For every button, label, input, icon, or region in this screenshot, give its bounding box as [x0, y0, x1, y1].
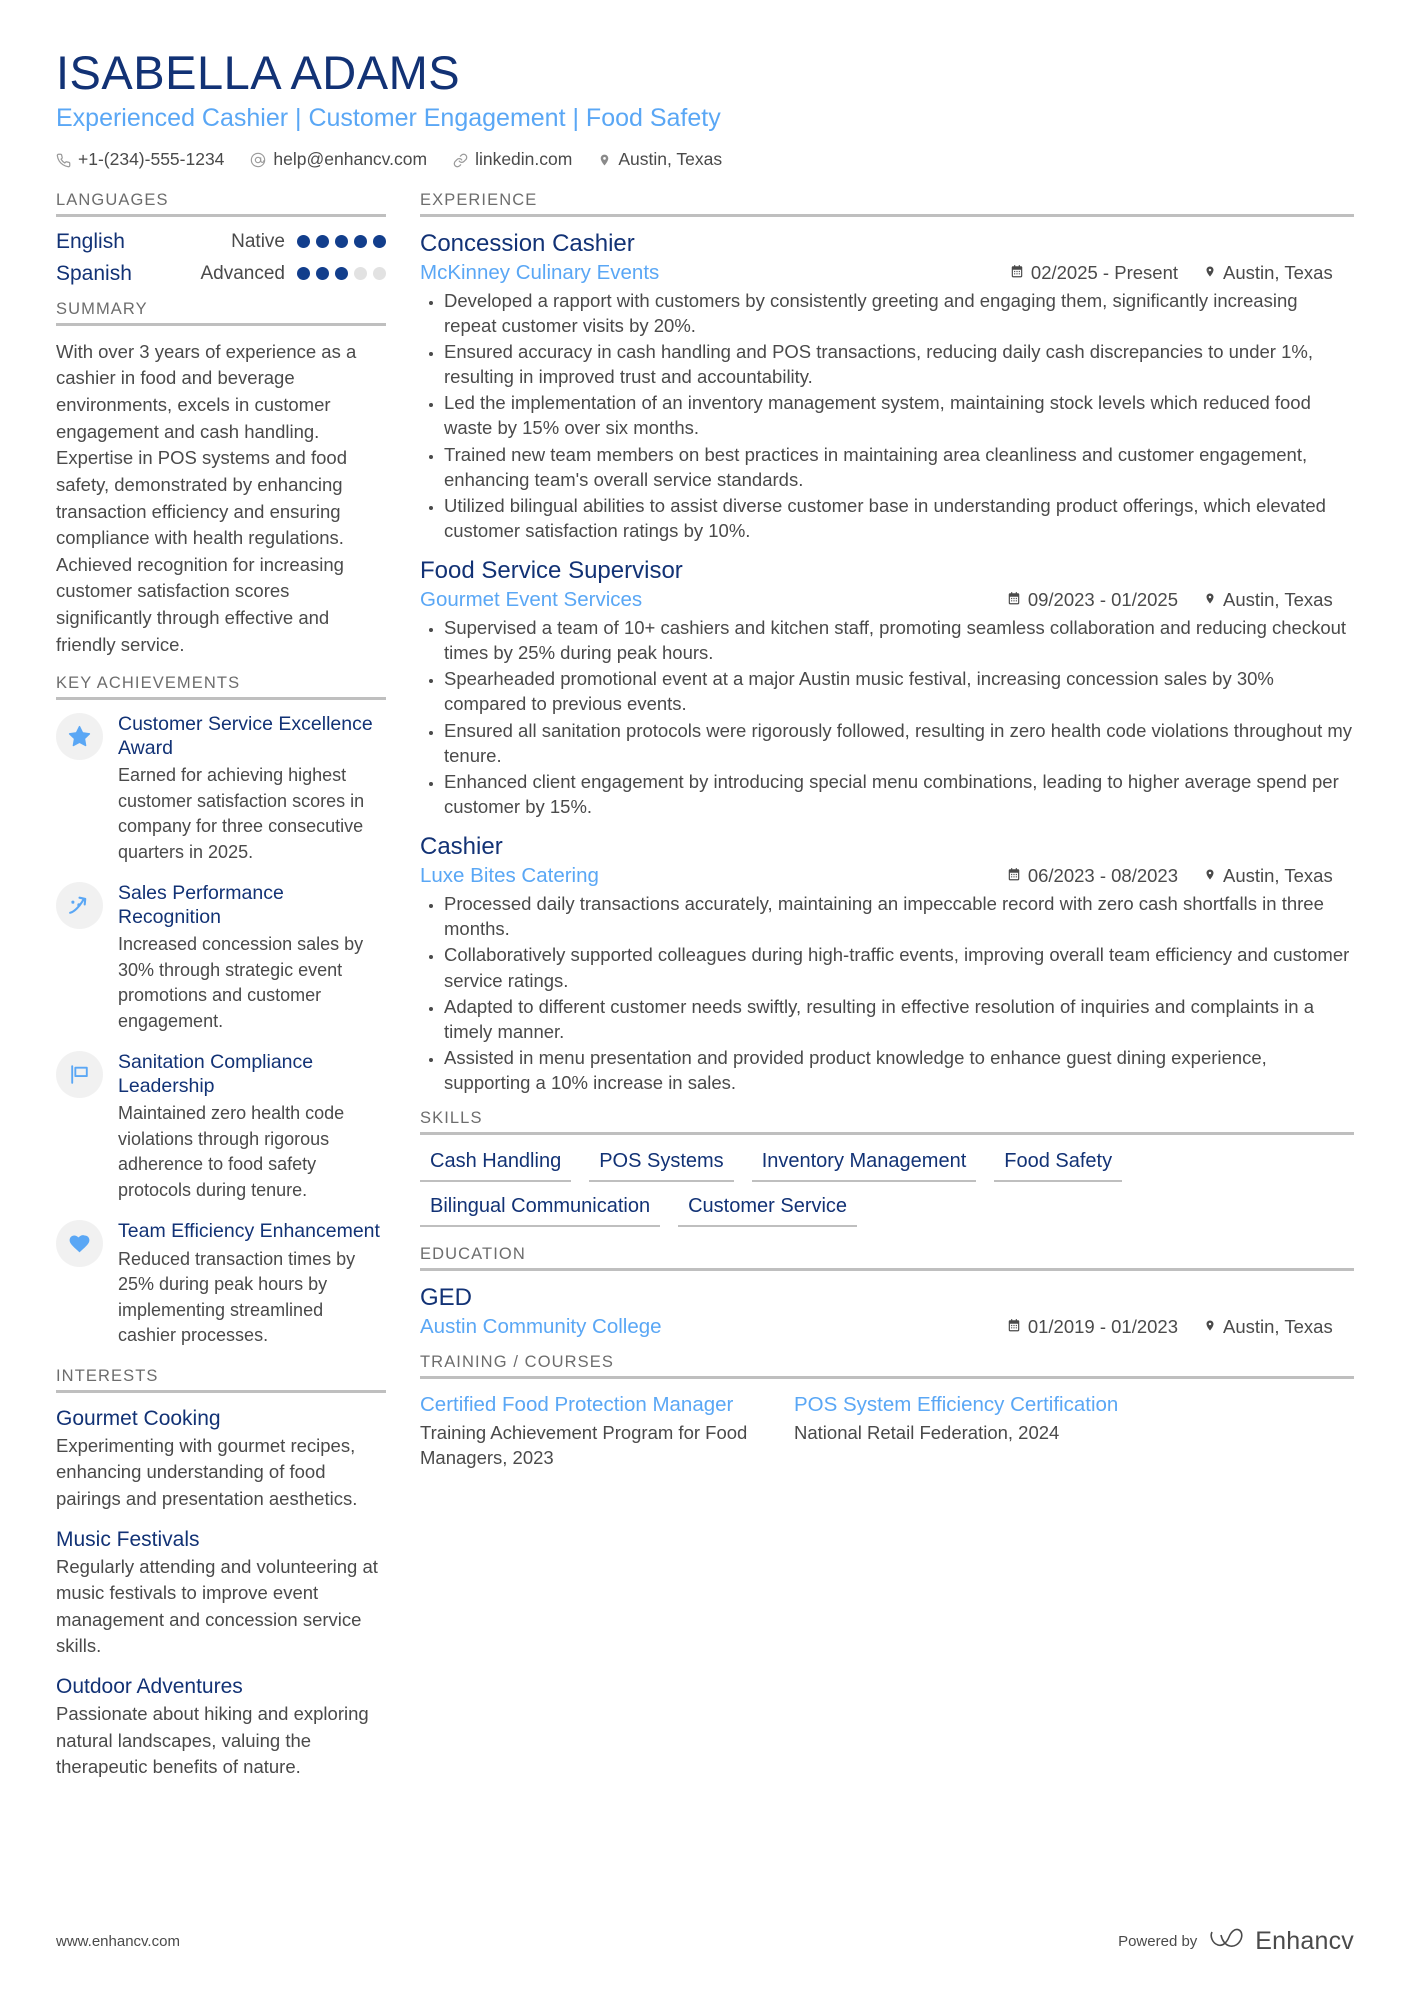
section-rule [56, 214, 386, 217]
section-interests [56, 1367, 386, 1780]
achievement-title: Sanitation Compliance Leadership [118, 1051, 314, 1097]
calendar-icon [1010, 262, 1024, 284]
section-training [420, 1353, 1354, 1471]
experience-meta [420, 864, 1354, 888]
training-list [420, 1392, 1354, 1471]
skill-chip: POS Systems [589, 1148, 733, 1182]
bullet-item: • Adapted to different customer needs swiftly, resulting in effective resolution of inquiries and complaints in a timely manner. [444, 994, 1354, 1044]
bullet-item: • Processed daily transactions accurately, maintaining an impeccable record with zero cash shortfalls in three months. [444, 891, 1354, 941]
email-icon [250, 152, 266, 168]
experience-location [1204, 589, 1354, 611]
experience-company: Luxe Bites Catering [420, 864, 599, 888]
bullet-item: • Ensured all sanitation protocols were rigorously followed, resulting in zero health code violations throughout my tenure. [444, 718, 1354, 768]
contact-linkedin-text: linkedin.com [475, 149, 573, 170]
bullet-item: • Supervised a team of 10+ cashiers and kitchen staff, promoting seamless collaboration and reducing checkout times by 25% during peak hours. [444, 615, 1354, 665]
experience-date [1007, 865, 1178, 887]
rating-dot [316, 267, 329, 280]
bullet-item: • Assisted in menu presentation and provided product knowledge to enhance guest dining experience, supporting a 10% increase in sales. [444, 1045, 1354, 1095]
phone-icon [56, 153, 71, 168]
achievement-item [56, 882, 386, 1034]
calendar-icon [1007, 865, 1021, 887]
calendar-icon [1007, 589, 1021, 611]
section-rule [420, 214, 1354, 217]
section-title-interests: INTERESTS [56, 1366, 159, 1385]
star-icon [56, 713, 103, 760]
training-item [420, 1392, 760, 1471]
section-rule [420, 1376, 1354, 1379]
section-rule [420, 1268, 1354, 1271]
footer-url[interactable]: www.enhancv.com [56, 1933, 180, 1950]
experience-bullets [420, 615, 1354, 819]
experience-location [1204, 262, 1354, 284]
rating-dot [373, 235, 386, 248]
skill-chip: Customer Service [678, 1193, 857, 1227]
education-school: Austin Community College [420, 1315, 662, 1339]
section-languages [56, 191, 386, 286]
interest-title: Music Festivals [56, 1527, 200, 1551]
location-icon [598, 152, 611, 168]
trending-up-icon [56, 882, 103, 929]
interest-description: Passionate about hiking and exploring natural landscapes, valuing the therapeutic benefits of nature. [56, 1703, 369, 1777]
education-item [420, 1284, 1354, 1339]
bullet-item: • Utilized bilingual abilities to assist diverse customer base in understanding product offerings, which elevated customer satisfaction ratings by 10%. [444, 493, 1354, 543]
rating-dot [297, 235, 310, 248]
calendar-icon [1007, 1316, 1021, 1338]
language-name: English [56, 229, 125, 253]
experience-date-text: 02/2025 - Present [1030, 261, 1178, 283]
experience-bullets [420, 288, 1354, 544]
page-title: ISABELLA ADAMS [56, 46, 461, 99]
contact-phone-text: +1-(234)-555-1234 [78, 149, 225, 170]
location-icon [1204, 865, 1216, 887]
enhancv-logo-icon [1209, 1926, 1243, 1957]
achievement-description: Reduced transaction times by 25% during peak hours by implementing streamlined cashier processes. [118, 1248, 356, 1346]
section-title-languages: LANGUAGES [56, 190, 169, 209]
rating-dot [316, 235, 329, 248]
section-title-key-achievements: KEY ACHIEVEMENTS [56, 674, 241, 693]
contact-location-text: Austin, Texas [618, 149, 723, 170]
experience-company: McKinney Culinary Events [420, 260, 660, 284]
experience-date [1007, 589, 1178, 611]
bullet-item: • Led the implementation of an inventory management system, maintaining stock levels which reduced food waste by 15% over six months. [444, 390, 1354, 440]
interest-title: Gourmet Cooking [56, 1406, 221, 1430]
achievement-title: Sales Performance Recognition [118, 882, 284, 928]
experience-location-text: Austin, Texas [1223, 261, 1333, 283]
experience-item [420, 833, 1354, 1095]
contact-email-text: help@enhancv.com [273, 149, 428, 170]
contact-email[interactable] [250, 151, 427, 169]
training-item [794, 1392, 1134, 1471]
rating-dot [335, 235, 348, 248]
education-meta [420, 1315, 1354, 1339]
sidebar [56, 191, 386, 1795]
skill-chip: Cash Handling [420, 1148, 571, 1182]
rating-dot [335, 267, 348, 280]
language-rating-dots [297, 235, 386, 248]
location-icon [1204, 262, 1216, 284]
language-item [56, 230, 386, 254]
heart-icon [56, 1220, 103, 1267]
section-title-experience: EXPERIENCE [420, 190, 538, 209]
section-summary [56, 300, 386, 659]
contact-row [56, 151, 1354, 169]
language-list [56, 230, 386, 286]
section-title-education: EDUCATION [420, 1245, 526, 1264]
skill-chip: Bilingual Communication [420, 1193, 660, 1227]
experience-role: Food Service Supervisor [420, 557, 683, 585]
interest-item [56, 1406, 386, 1512]
training-title: Certified Food Protection Manager [420, 1393, 734, 1417]
page-footer [56, 1926, 1354, 1957]
education-date-text: 01/2019 - 01/2023 [1027, 1316, 1178, 1338]
language-rating-dots [297, 267, 386, 280]
section-rule [56, 697, 386, 700]
training-title: POS System Efficiency Certification [794, 1393, 1119, 1417]
experience-company: Gourmet Event Services [420, 588, 643, 611]
experience-meta [420, 588, 1354, 612]
link-icon [453, 153, 468, 168]
experience-item [420, 557, 1354, 819]
rating-dot [373, 267, 386, 280]
interest-item [56, 1674, 386, 1780]
section-experience [420, 191, 1354, 1095]
section-rule [420, 1132, 1354, 1135]
experience-location-text: Austin, Texas [1223, 865, 1333, 887]
education-location-text: Austin, Texas [1223, 1316, 1333, 1338]
education-location [1204, 1316, 1354, 1338]
achievement-description: Maintained zero health code violations through rigorous adherence to food safety protocols during tenure. [118, 1103, 345, 1200]
experience-meta [420, 261, 1354, 285]
section-rule [56, 1390, 386, 1393]
resume-header [56, 48, 1354, 169]
language-item [56, 262, 386, 286]
achievement-title: Team Efficiency Enhancement [118, 1220, 380, 1243]
contact-phone[interactable] [56, 151, 224, 169]
professional-headline: Experienced Cashier | Customer Engagement | Food Safety [56, 104, 721, 133]
experience-bullets [420, 891, 1354, 1095]
language-name: Spanish [56, 261, 132, 285]
achievement-item [56, 713, 386, 865]
interest-item [56, 1527, 386, 1659]
education-date [1007, 1316, 1178, 1338]
bullet-item: • Spearheaded promotional event at a major Austin music festival, increasing concession sales by 30% compared to previous events. [444, 666, 1354, 716]
bullet-item: • Collaboratively supported colleagues during high-traffic events, improving overall team efficiency and customer service ratings. [444, 942, 1354, 992]
section-rule [56, 323, 386, 326]
rating-dot [354, 267, 367, 280]
experience-location [1204, 865, 1354, 887]
section-education [420, 1245, 1354, 1339]
experience-date-text: 06/2023 - 08/2023 [1027, 865, 1178, 887]
section-key-achievements [56, 674, 386, 1348]
bullet-item: • Developed a rapport with customers by consistently greeting and engaging them, significantly increasing repeat customer visits by 20%. [444, 288, 1354, 338]
skills-list [420, 1148, 1354, 1227]
achievement-item [56, 1051, 386, 1203]
experience-role: Cashier [420, 833, 503, 861]
achievement-description: Earned for achieving highest customer satisfaction scores in company for three consecutive quarters in 2025. [118, 765, 365, 862]
rating-dot [354, 235, 367, 248]
achievement-description: Increased concession sales by 30% through strategic event promotions and customer engagement. [118, 934, 364, 1031]
skill-chip: Inventory Management [752, 1148, 977, 1182]
experience-location-text: Austin, Texas [1223, 589, 1333, 610]
experience-date-text: 09/2023 - 01/2025 [1027, 589, 1178, 610]
bullet-item: • Trained new team members on best practices in maintaining area cleanliness and customer engagement, enhancing team's overall service standards. [444, 442, 1354, 492]
location-icon [1204, 589, 1216, 611]
interest-description: Regularly attending and volunteering at music festivals to improve event management and concession service skills. [56, 1556, 378, 1656]
contact-location [598, 151, 722, 169]
achievement-title: Customer Service Excellence Award [118, 713, 373, 759]
contact-linkedin[interactable] [453, 151, 572, 169]
interest-description: Experimenting with gourmet recipes, enhancing understanding of food pairings and presentation aesthetics. [56, 1435, 358, 1509]
section-title-training: TRAINING / COURSES [420, 1353, 614, 1372]
interest-title: Outdoor Adventures [56, 1675, 243, 1699]
summary-text: With over 3 years of experience as a cashier in food and beverage environments, excels in customer engagement and cash handling. Expertise in POS systems and food safety, demonstrated by enhancing transaction efficiency and ensuring compliance with health regulations. Achieved recognition for increasing customer satisfaction scores significantly through effective and friendly service. [56, 340, 357, 655]
powered-by-label: Powered by [1118, 1933, 1198, 1950]
bullet-item: • Ensured accuracy in cash handling and POS transactions, reducing daily cash discrepancies to under 1%, resulting in improved trust and accountability. [444, 339, 1354, 389]
bullet-item: • Enhanced client engagement by introducing special menu combinations, leading to higher average spend per customer by 15%. [444, 769, 1354, 819]
achievement-item [56, 1220, 386, 1349]
section-skills [420, 1109, 1354, 1227]
language-level: Advanced [200, 262, 285, 284]
experience-date [1010, 262, 1178, 284]
section-title-summary: SUMMARY [56, 299, 148, 318]
skill-chip: Food Safety [994, 1148, 1122, 1182]
training-subtitle: Training Achievement Program for Food Managers, 2023 [420, 1421, 748, 1468]
rating-dot [297, 267, 310, 280]
experience-item [420, 230, 1354, 543]
enhancv-brand-text: Enhancv [1255, 1927, 1354, 1955]
footer-branding [1118, 1926, 1354, 1957]
main-content [420, 191, 1354, 1475]
section-title-skills: SKILLS [420, 1109, 483, 1128]
education-degree: GED [420, 1284, 473, 1312]
training-subtitle: National Retail Federation, 2024 [794, 1421, 1060, 1443]
flag-icon [56, 1051, 103, 1098]
experience-role: Concession Cashier [420, 229, 635, 257]
location-icon [1204, 1316, 1216, 1338]
language-level: Native [231, 230, 285, 252]
